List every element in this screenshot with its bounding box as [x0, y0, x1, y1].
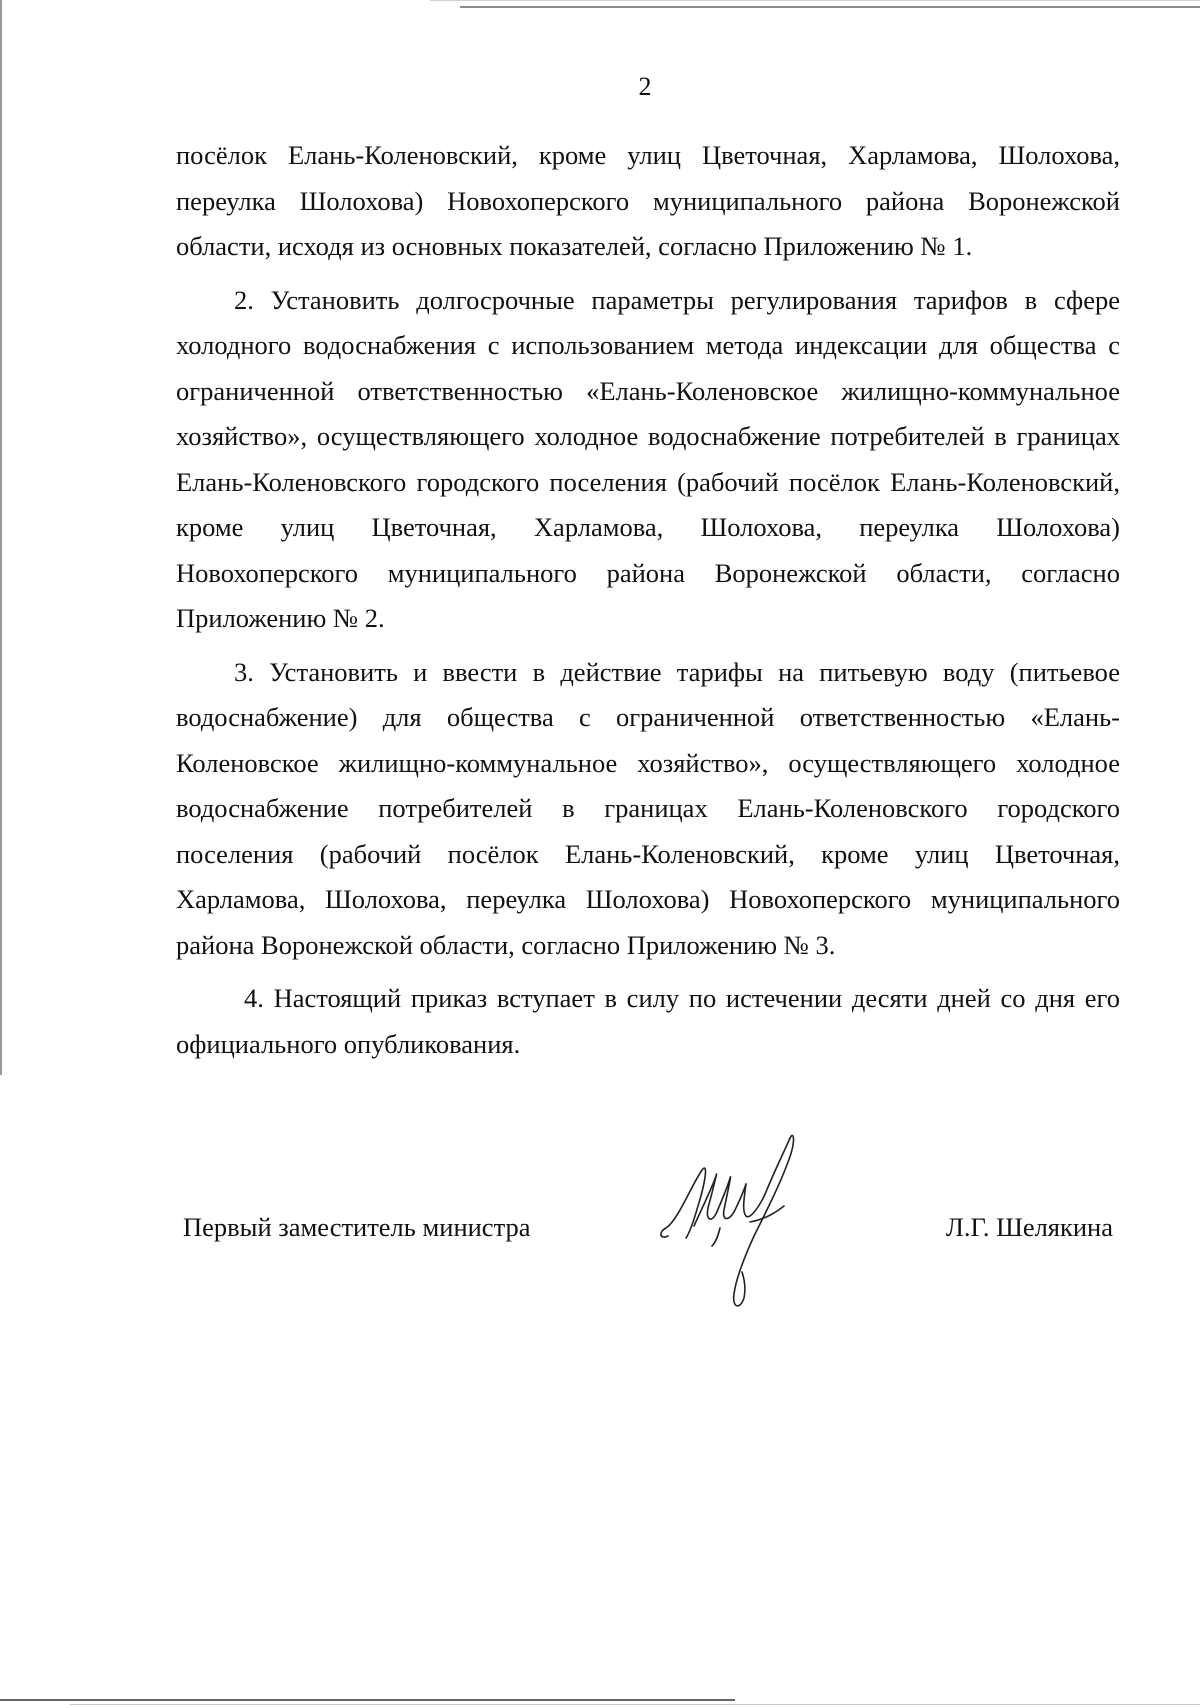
- paragraph-continuation: посёлок Елань-Коленовский, кроме улиц Цветочная, Харламова, Шолохова, переулка Шолохова) Новохоперского муниципального района Воронежской области, исходя из основных показателей, согласно Приложению № 1.: [176, 140, 1120, 261]
- signer-position: Первый заместитель министра: [183, 1212, 531, 1242]
- scan-edge-top-faint: [430, 0, 1200, 1]
- document-body: [176, 133, 1120, 1067]
- page-number: 2: [638, 72, 652, 101]
- scan-edge-top: [460, 6, 1200, 8]
- scan-edge-bottom-faint: [70, 1704, 1200, 1705]
- paragraph-item-2: 2. Установить долгосрочные параметры регулирования тарифов в сфере холодного водоснабжения с использованием метода индексации для общества с ограниченной ответственностью «Елань-Коленовское жилищно-коммунальное хозяйство», осуществляющего холодное водоснабжение потребителей в границах Елань-Коленовского городского поселения (рабочий посёлок Елань-Коленовский, кроме улиц Цветочная, Харламова, Шолохова, переулка Шолохова) Новохоперского муниципального района Воронежской области, согласно Приложению № 2.: [176, 284, 1120, 633]
- signature-block: [183, 1210, 1113, 1250]
- paragraph-item-3: 3. Установить и ввести в действие тарифы на питьевую воду (питьевое водоснабжение) для общества с ограниченной ответственностью «Елань-Коленовское жилищно-коммунальное хозяйство», осуществляющего холодное водоснабжение потребителей в границах Елань-Коленовского городского поселения (рабочий посёлок Елань-Коленовский, кроме улиц Цветочная, Харламова, Шолохова, переулка Шолохова) Новохоперского муниципального района Воронежской области, согласно Приложению № 3.: [176, 656, 1120, 960]
- paragraph-item-4: 4. Настоящий приказ вступает в силу по истечении десяти дней со дня его официального опубликования.: [176, 983, 1120, 1059]
- scan-edge-bottom: [0, 1699, 735, 1701]
- handwritten-signature: [650, 1128, 830, 1318]
- signer-name: Л.Г. Шелякина: [945, 1212, 1113, 1242]
- scan-edge-left: [0, 0, 2, 1075]
